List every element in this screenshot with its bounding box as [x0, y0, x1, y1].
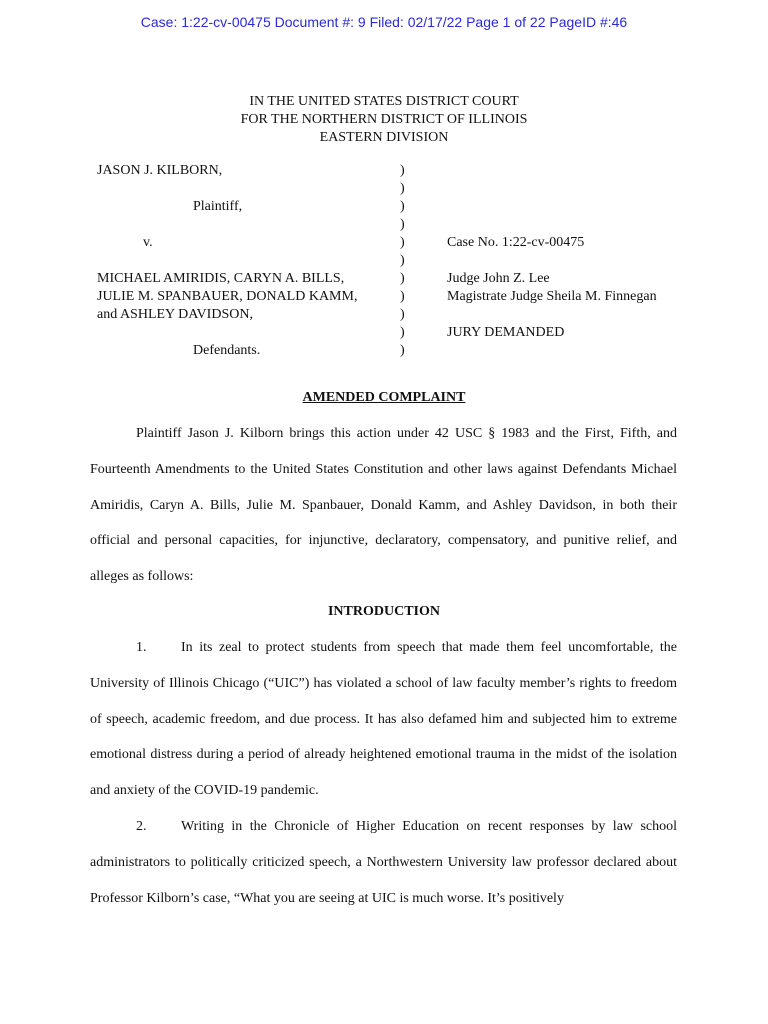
defendants-line-3: and ASHLEY DAVIDSON, — [97, 307, 253, 322]
caption-paren: ) — [400, 343, 405, 358]
caption-spacer — [447, 162, 657, 180]
filing-header: Case: 1:22-cv-00475 Document #: 9 Filed: 02/17/22 Page 1 of 22 PageID #:46 — [140, 14, 628, 30]
caption-spacer — [447, 306, 657, 324]
numbered-paragraph-1 — [90, 630, 677, 809]
court-line-1: IN THE UNITED STATES DISTRICT COURT — [249, 94, 519, 109]
caption-paren: ) — [400, 253, 405, 268]
section-heading-introduction: INTRODUCTION — [327, 604, 440, 619]
case-number: Case No. 1:22-cv-00475 — [447, 235, 585, 250]
caption-spacer — [447, 252, 657, 270]
versus-label: v. — [143, 235, 153, 250]
caption-paren: ) — [400, 289, 405, 304]
caption-spacer — [97, 180, 357, 198]
defendants-line-2: JULIE M. SPANBAUER, DONALD KAMM, — [97, 289, 358, 304]
paragraph-text: In its zeal to protect students from speech that made them feel uncomfortable, the University of Illinois Chicago (“UIC”) has violated a school of law faculty member’s rights to freedom of speech, academic freedom, and due process. It has also defamed him and subjected him to extreme emotional distress during a period of already heightened emotional trauma in the midst of the isolation and anxiety of the COVID-19 pandemic. — [90, 640, 677, 799]
caption-spacer — [447, 180, 657, 198]
court-line-2: FOR THE NORTHERN DISTRICT OF ILLINOIS — [240, 112, 528, 127]
intro-paragraph — [90, 416, 677, 595]
plaintiff-label: Plaintiff, — [193, 199, 243, 214]
caption-spacer — [97, 216, 357, 234]
plaintiff-name: JASON J. KILBORN, — [97, 163, 223, 178]
paragraph-number: 2. — [136, 819, 147, 834]
caption-paren: ) — [400, 271, 405, 286]
caption-paren: ) — [400, 181, 405, 196]
caption-paren: ) — [400, 163, 405, 178]
caption-spacer — [447, 198, 657, 216]
caption-spacer — [97, 252, 357, 270]
judge-name: Judge John Z. Lee — [447, 271, 550, 286]
document-title: AMENDED COMPLAINT — [302, 390, 466, 405]
defendants-label: Defendants. — [193, 343, 261, 358]
numbered-paragraph-2 — [90, 809, 677, 916]
caption-parties — [97, 162, 357, 360]
defendants-line-1: MICHAEL AMIRIDIS, CARYN A. BILLS, — [97, 271, 345, 286]
caption-paren-column — [400, 162, 405, 360]
court-heading — [0, 93, 768, 147]
paragraph-number: 1. — [136, 640, 147, 655]
magistrate-judge-name: Magistrate Judge Sheila M. Finnegan — [447, 289, 657, 304]
jury-demand: JURY DEMANDED — [447, 325, 565, 340]
caption-paren: ) — [400, 217, 405, 232]
intro-paragraph-text: Plaintiff Jason J. Kilborn brings this action under 42 USC § 1983 and the First, Fifth, and Fourteenth Amendments to the United States Constitution and other laws against Defendants Michael Amiridis, Caryn A. Bills, Julie M. Spanbauer, Donald Kamm, and Ashley Davidson, in both their official and personal capacities, for injunctive, declaratory, compensatory, and punitive relief, and alleges as follows: — [90, 426, 677, 585]
caption-spacer — [447, 342, 657, 360]
paragraph-text: Writing in the Chronicle of Higher Education on recent responses by law school administrators to politically criticized speech, a Northwestern University law professor declared about Professor Kilborn’s case, “What you are seeing at UIC is much worse. It’s positively — [90, 819, 677, 906]
caption-paren: ) — [400, 235, 405, 250]
caption-paren: ) — [400, 307, 405, 322]
court-line-3: EASTERN DIVISION — [319, 130, 449, 145]
caption-case-info — [447, 162, 657, 360]
caption-spacer — [97, 324, 357, 342]
caption-paren: ) — [400, 325, 405, 340]
caption-spacer — [447, 216, 657, 234]
caption-paren: ) — [400, 199, 405, 214]
